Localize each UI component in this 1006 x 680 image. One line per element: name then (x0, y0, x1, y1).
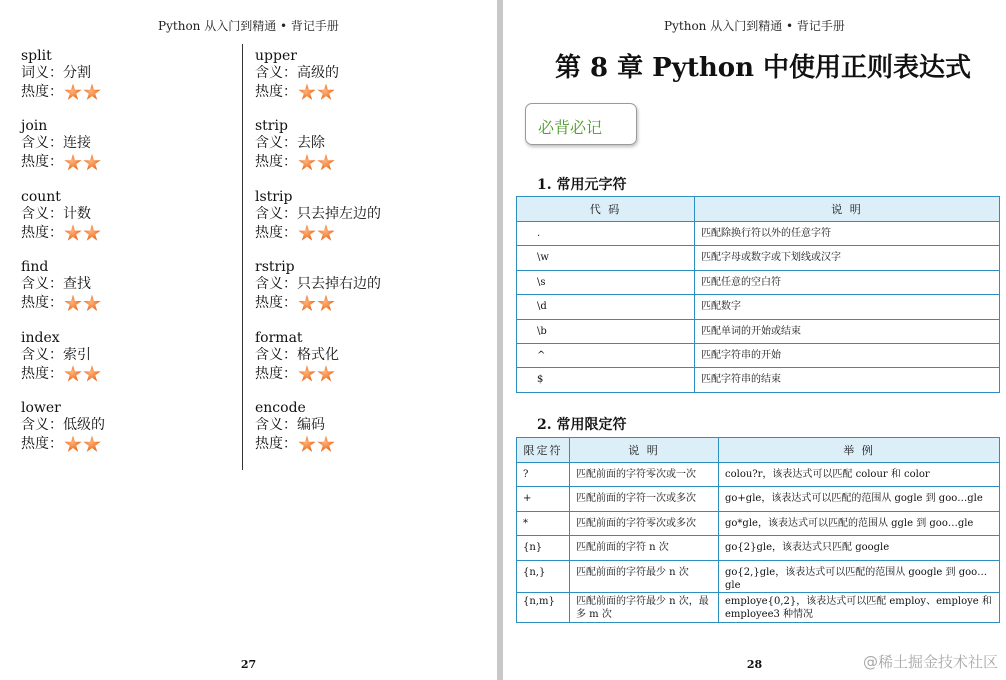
vocab-word: rstrip (255, 259, 295, 276)
heat-label: 热度： (255, 84, 297, 100)
vocab-meaning (21, 416, 226, 435)
vocab-word: split (21, 48, 52, 64)
vocab-column-right (255, 48, 460, 470)
table-header-row (517, 438, 1000, 463)
meaning-label: 词义： (21, 65, 63, 81)
code-cell: \d (517, 295, 695, 319)
vocab-entry (21, 330, 226, 400)
section-title: 2. 常用限定符 (537, 417, 627, 433)
vocab-meaning (255, 205, 460, 224)
vocab-word: join (21, 118, 48, 135)
vocab-word: strip (255, 118, 288, 135)
code-cell: \b (517, 319, 695, 343)
vocab-heat (21, 83, 226, 102)
vocab-meaning (21, 275, 226, 294)
vocab-heat (21, 435, 226, 454)
description-cell: 匹配单词的开始或结束 (695, 319, 1000, 343)
heat-stars (298, 224, 336, 242)
watermark: @稀土掘金技术社区 (862, 653, 998, 671)
star-icon (64, 435, 82, 453)
left-page (0, 0, 497, 680)
example-cell: colou?r，该表达式可以匹配 colour 和 color (719, 463, 1000, 487)
vocab-meaning (21, 64, 226, 83)
vocab-heat (255, 224, 460, 243)
heat-label: 热度： (21, 84, 63, 100)
vocab-word: index (21, 329, 60, 346)
vocab-entry (21, 118, 226, 188)
star-icon (298, 154, 316, 172)
table-row (517, 368, 1000, 392)
example-cell: go+gle，该表达式可以匹配的范围从 gogle 到 goo…gle (719, 487, 1000, 511)
heat-label: 热度： (21, 224, 63, 241)
table-row (517, 246, 1000, 270)
meaning-text: 高级的 (297, 65, 339, 81)
running-head: Python 从入门到精通 • 背记手册 (664, 19, 845, 33)
star-icon (317, 295, 335, 313)
star-icon (64, 154, 82, 172)
quantifier-cell: {n,} (517, 560, 570, 592)
quantifier-cell: + (517, 487, 570, 511)
vocab-entry (21, 189, 226, 259)
metacharacter-table (516, 196, 1000, 393)
star-icon (64, 84, 82, 102)
vocab-heat (21, 365, 226, 384)
vocab-word: format (255, 329, 303, 346)
table-row (517, 463, 1000, 487)
meaning-label: 含义： (21, 416, 63, 433)
vocab-word: lstrip (255, 188, 293, 205)
example-cell: go{2}gle，该表达式只匹配 google (719, 536, 1000, 560)
star-icon (64, 295, 82, 313)
example-cell: go{2,}gle，该表达式可以匹配的范围从 google 到 goo…gle (719, 560, 1000, 592)
star-icon (83, 154, 101, 172)
quantifier-cell: * (517, 511, 570, 535)
description-cell: 匹配字母或数字或下划线或汉字 (695, 246, 1000, 270)
description-cell: 匹配前面的字符 n 次 (570, 536, 719, 560)
star-icon (317, 365, 335, 383)
star-icon (83, 365, 101, 383)
quantifier-cell: {n} (517, 536, 570, 560)
star-icon (317, 224, 335, 242)
meaning-label: 含义： (255, 65, 297, 81)
vocab-meaning (255, 64, 460, 83)
table-row (517, 560, 1000, 592)
column-header: 说 明 (695, 197, 1000, 222)
star-icon (298, 435, 316, 453)
heat-stars (64, 435, 102, 453)
heat-label: 热度： (21, 435, 63, 452)
description-cell: 匹配前面的字符零次或一次 (570, 463, 719, 487)
column-divider (242, 44, 243, 470)
star-icon (83, 295, 101, 313)
star-icon (317, 435, 335, 453)
table-row (517, 536, 1000, 560)
meaning-label: 含义： (21, 276, 63, 293)
heat-label: 热度： (255, 224, 297, 241)
vocab-heat (21, 224, 226, 243)
must-memorize-label: 必背必记 (538, 118, 603, 137)
star-icon (298, 365, 316, 383)
vocab-entry (21, 48, 226, 118)
heat-label: 热度： (21, 365, 63, 382)
heat-stars (64, 295, 102, 313)
vocab-entry (255, 118, 460, 188)
vocab-meaning (21, 134, 226, 153)
vocab-meaning (21, 205, 226, 224)
vocab-entry (255, 189, 460, 259)
table-row (517, 592, 1000, 622)
meaning-label: 含义： (255, 205, 297, 222)
star-icon (64, 365, 82, 383)
description-cell: 匹配任意的空白符 (695, 270, 1000, 294)
description-cell: 匹配前面的字符最少 n 次 (570, 560, 719, 592)
table-row (517, 487, 1000, 511)
code-cell: ^ (517, 343, 695, 367)
table-row (517, 222, 1000, 246)
meaning-label: 含义： (255, 276, 297, 293)
star-icon (298, 84, 316, 102)
meaning-text: 查找 (63, 276, 91, 293)
heat-label: 热度： (21, 154, 63, 171)
description-cell: 匹配前面的字符零次或多次 (570, 511, 719, 535)
page-number: 28 (746, 658, 763, 671)
meaning-label: 含义： (21, 205, 63, 222)
vocab-meaning (255, 275, 460, 294)
vocab-word: upper (255, 48, 297, 64)
vocab-heat (255, 83, 460, 102)
star-icon (83, 224, 101, 242)
heat-label: 热度： (21, 295, 63, 312)
meaning-text: 计数 (63, 205, 91, 222)
heat-stars (298, 154, 336, 172)
table-row (517, 319, 1000, 343)
heat-stars (298, 84, 336, 102)
heat-stars (298, 295, 336, 313)
right-page (503, 0, 1006, 680)
meaning-label: 含义： (255, 135, 297, 152)
star-icon (317, 84, 335, 102)
vocab-entry (255, 330, 460, 400)
vocab-entry (21, 400, 226, 470)
heat-label: 热度： (255, 365, 297, 382)
column-header: 限定符 (517, 438, 570, 463)
description-cell: 匹配字符串的结束 (695, 368, 1000, 392)
vocab-heat (255, 294, 460, 313)
description-cell: 匹配前面的字符一次或多次 (570, 487, 719, 511)
vocab-entry (255, 400, 460, 470)
description-cell: 匹配字符串的开始 (695, 343, 1000, 367)
vocab-heat (255, 435, 460, 454)
column-header: 说 明 (570, 438, 719, 463)
meaning-text: 索引 (63, 346, 91, 363)
meaning-text: 低级的 (63, 416, 105, 433)
vocab-word: lower (21, 399, 61, 416)
description-cell: 匹配数字 (695, 295, 1000, 319)
vocab-heat (255, 153, 460, 172)
table-row (517, 511, 1000, 535)
vocab-entry (255, 48, 460, 118)
heat-stars (64, 84, 102, 102)
code-cell: $ (517, 368, 695, 392)
section-title: 1. 常用元字符 (537, 177, 627, 193)
vocab-meaning (255, 134, 460, 153)
star-icon (64, 224, 82, 242)
quantifier-cell: ? (517, 463, 570, 487)
description-cell: 匹配除换行符以外的任意字符 (695, 222, 1000, 246)
vocab-word: count (21, 188, 61, 205)
vocab-word: find (21, 259, 49, 276)
meaning-label: 含义： (255, 346, 297, 363)
code-cell: \w (517, 246, 695, 270)
vocab-heat (21, 294, 226, 313)
heat-label: 热度： (255, 154, 297, 171)
table-row (517, 270, 1000, 294)
star-icon (317, 154, 335, 172)
vocab-entry (255, 259, 460, 329)
heat-stars (64, 365, 102, 383)
star-icon (298, 295, 316, 313)
code-cell: . (517, 222, 695, 246)
table-header-row (517, 197, 1000, 222)
vocab-meaning (21, 346, 226, 365)
star-icon (83, 435, 101, 453)
description-cell: 匹配前面的字符最少 n 次，最多 m 次 (570, 592, 719, 622)
heat-label: 热度： (255, 435, 297, 452)
vocab-meaning (255, 416, 460, 435)
meaning-text: 只去掉左边的 (297, 205, 381, 222)
page-number: 27 (240, 658, 257, 671)
meaning-text: 分割 (63, 65, 91, 81)
table-row (517, 295, 1000, 319)
meaning-text: 编码 (297, 416, 325, 433)
heat-label: 热度： (255, 295, 297, 312)
star-icon (298, 224, 316, 242)
heat-stars (64, 154, 102, 172)
running-head: Python 从入门到精通 • 背记手册 (158, 19, 339, 33)
heat-stars (298, 435, 336, 453)
vocab-meaning (255, 346, 460, 365)
meaning-label: 含义： (21, 135, 63, 152)
meaning-label: 含义： (255, 416, 297, 433)
quantifier-table (516, 437, 1000, 623)
code-cell: \s (517, 270, 695, 294)
meaning-text: 格式化 (297, 346, 339, 363)
table-row (517, 343, 1000, 367)
meaning-label: 含义： (21, 346, 63, 363)
vocab-column-left (21, 48, 226, 470)
vocab-heat (255, 365, 460, 384)
heat-stars (64, 224, 102, 242)
must-memorize-box (525, 103, 637, 145)
vocab-entry (21, 259, 226, 329)
quantifier-cell: {n,m} (517, 592, 570, 622)
chapter-title: 第 8 章 Python 中使用正则表达式 (554, 53, 972, 83)
meaning-text: 只去掉右边的 (297, 276, 381, 293)
meaning-text: 连接 (63, 135, 91, 152)
star-icon (83, 84, 101, 102)
example-cell: go*gle，该表达式可以匹配的范围从 ggle 到 goo…gle (719, 511, 1000, 535)
meaning-text: 去除 (297, 135, 325, 152)
column-header: 举 例 (719, 438, 1000, 463)
example-cell: employe{0,2}，该表达式可以匹配 employ、employe 和 employee3 种情况 (719, 592, 1000, 622)
column-header: 代 码 (517, 197, 695, 222)
vocab-heat (21, 153, 226, 172)
heat-stars (298, 365, 336, 383)
vocab-word: encode (255, 399, 306, 416)
